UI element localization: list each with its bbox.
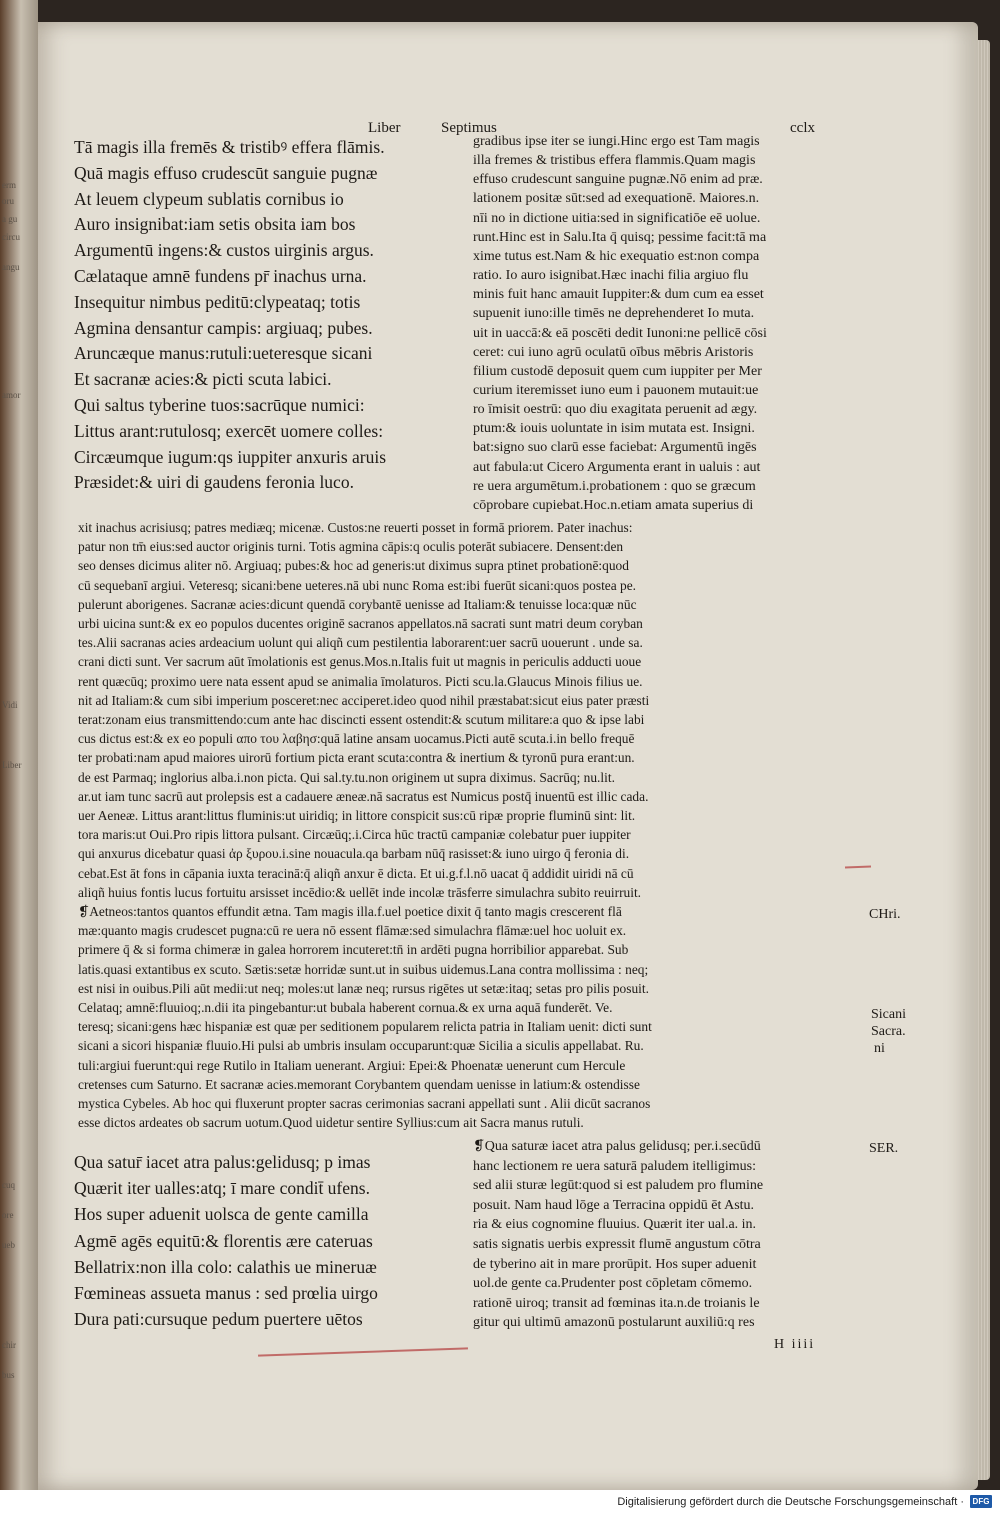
commentary-line: hanc lectionem re uera saturā paludem itelligimus:: [473, 1158, 757, 1174]
commentary-line: cōprobare cupiebat.Hoc.n.etiam amata superius di: [473, 497, 754, 513]
margin-note-sicani: Sicani: [871, 1007, 906, 1022]
verse-line: Præsidet:& uiri di gaudens feronia luco.: [74, 472, 354, 493]
verse-line: Bellatrix:non illa colo: calathis ue mineruæ: [74, 1256, 377, 1277]
footer-credit: Digitalisierung gefördert durch die Deutsche Forschungsgemeinschaft ·: [617, 1496, 964, 1508]
verse-line: Qui saltus tyberine tuos:sacrūque numici:: [74, 395, 365, 415]
commentary-line: ria & eius cognomine fluuius. Quærit iter ual.a. in.: [473, 1217, 757, 1233]
margin-note-sacra: Sacra.: [871, 1024, 906, 1039]
header-septimus: Septimus: [441, 120, 497, 136]
margin-note-ser: SER.: [869, 1141, 899, 1156]
commentary-line: uer Aeneæ. Littus arant:littus fluminis:ut uiridiq; in littore conspicit sus:cū ripæ proprie fluminū sint: lit.: [78, 808, 636, 823]
verse-line: Quā magis effuso crudescūt sanguie pugnæ: [74, 162, 378, 183]
commentary-line: posuit. Nam haud lōge a Terracina oppidū ēt Astu.: [473, 1197, 755, 1213]
header-liber: Liber: [368, 120, 401, 136]
commentary-line: runt.Hinc est in Salu.Ita q̄ quisq; pessime facit:tā ma: [473, 229, 767, 245]
commentary-line: pulerunt aborigenes. Sacranæ acies:dicunt quendā corybantē uenisse ad Italiam:& tenuisse loca:quæ nūc: [78, 596, 637, 612]
commentary-line: rationē uiroq; transit ad fœminas ita.n.de troianis le: [473, 1295, 760, 1311]
margin-note-chri: CHri.: [869, 907, 901, 922]
commentary-line: sicani a sicori hispaniæ fluuio.Hi pulsi ab umbris insulam occuparunt:quæ Sicilia a siculis appellabat. Ru.: [78, 1038, 644, 1054]
verse-line: Insequitur nimbus peditū:clypeataq; totis: [74, 291, 361, 312]
signature-mark: H iiii: [774, 1337, 816, 1352]
commentary-line: lationem positæ sūt:sed ad exequationē. Maiores.n.: [473, 191, 760, 207]
commentary-line: xime tutus est.Nam & hic exequatio est:non compa: [473, 248, 760, 264]
commentary-line: re uera argumētum.i.probationem : quo se græcum: [473, 478, 756, 494]
commentary-line: ❡Qua saturæ iacet atra palus gelidusq; per.i.secūdū: [473, 1139, 761, 1154]
commentary-line: minis fuit hanc amauit Iuppiter:& dum cum ea esset: [473, 287, 764, 303]
commentary-line: curium iteremisset iuno eum i pauonem mutauit:ue: [473, 382, 759, 398]
commentary-line: cū sequebanī argiui. Veteresq; sicani:bene ueteres.nā ubi nunc Roma est:ibi fuerūt sicani:quos postea pe.: [78, 577, 637, 593]
commentary-line: qui anxurus dicebatur quasi ἀρ ξυρου.i.sine nouacula.qa barbam nūq̄ rasisset:& iuno uirgo q̄ feronia di.: [78, 846, 630, 862]
commentary-line: ro īmisit oestrū: quo diu exagitata peruenit ad ægy.: [473, 402, 758, 418]
commentary-line: rent quæcūq; proximo uere nata essent apud se animalia īmolaturos. Picti scu.la.Glaucus Minois filius ue.: [78, 673, 643, 689]
commentary-line: crani dicti sunt. Ver sacrum aūt īmolationis est genus.Mos.n.Italis fuit ut magnis in periculis adducti uoue: [78, 654, 642, 670]
commentary-line: terat:zonam eius transmittendo:cum ante hac discincti essent ostendit:& scutum militare:a quo & ipse labi: [78, 712, 645, 727]
commentary-line: seo denses dicimus aliter nō. Argiuaq; pubes:& hoc ad generis:ut diximus supra ptinet probationē:quod: [78, 558, 629, 574]
commentary-line: gitur qui ultimū amazonū postularunt auxiliū:q res: [473, 1315, 755, 1331]
commentary-line: ter probati:nam apud maiores uirorū fortium picta erant scuta:contra & inertium & tyronū pura erant:un.: [78, 750, 635, 766]
commentary-line: tuli:argiui fuerunt:qui rege Rutilo in Italiam uenerant. Argiui: Epei:& Phoenatæ uenerunt cum Hercule: [78, 1057, 626, 1073]
commentary-line: mystica Cybeles. Ab hoc qui fluxerunt propter sacras cerimonias sacrani appellati sunt . Alii dicūt sacranos: [78, 1096, 651, 1111]
commentary-line: cebat.Est āt fons in cāpania iuxta teracinā:q̄ aliqñ anxur ē dicta. Et ui.g.f.l.nō uacat q̄ addidit uiridi nā cū: [78, 865, 634, 881]
verse-line: Tā magis illa fremēs & tristibꝰ effera flāmis.: [74, 137, 385, 157]
commentary-line: satis signatis uerbis expressit flumē angustum cōtra: [473, 1237, 761, 1252]
commentary-line: aut fabula:ut Cicero Argumenta erant in ualuis : aut: [473, 459, 761, 475]
verse-line: Auro insignibat:iam setis obsita iam bos: [74, 214, 356, 235]
commentary-line: gradibus ipse iter se iungi.Hinc ergo est Tam magis: [473, 134, 760, 149]
commentary-line: tora maris:ut Oui.Pro ripis littora pulsant. Circæūq;.i.Circa hūc tractū campaniæ colebatur puer iuppiter: [78, 827, 631, 843]
commentary-line: ptum:& iouis uoluntate in isim mutata est. Insigni.: [473, 421, 755, 437]
commentary-line: esse dictos ardeates ob sacrum uotum.Quod uidetur sentire Syllius:cum ait Sacra manus rutuli.: [78, 1115, 584, 1131]
verse-line: Fœmineas assueta manus : sed prœlia uirgo: [74, 1283, 378, 1303]
verse-line: Littus arant:rutulosq; exercēt uomere colles:: [74, 420, 384, 441]
commentary-line: teresq; sicani:gens hæc hispaniæ est quæ per seditionem popularem relicta patria in Italiam uenit: dicti sunt: [78, 1019, 652, 1035]
commentary-line: primere q̄ & si forma chimeræ in galea horrorem incuteret:tn̄ in ardēti pugna horribilior apparebat. Sub: [78, 942, 629, 958]
commentary-line: latis.quasi extantibus ex scuto. Sætis:setæ horridæ sunt.ut in suibus uidemus.Lana contra mollissima : neq;: [78, 961, 649, 977]
verse-line: Et sacranæ acies:& picti scuta labici.: [74, 369, 332, 390]
margin-note-ni: ni: [874, 1041, 885, 1056]
verse-line: Dura pati:cursuque pedum puertere uētos: [74, 1309, 363, 1330]
commentary-line: ❡Aetneos:tantos quantos effundit ætna. Tam magis illa.f.uel poetice dixit q̄ tanto magis crescerent flā: [78, 904, 622, 919]
commentary-line: uit in uaccā:& eā poscēti dedit Iunoni:ne pellicē cōsi: [473, 325, 767, 341]
verse-line: Agmē agēs equitū:& florentis ære cateruas: [74, 1230, 373, 1251]
commentary-line: ratio. Io auro isignibat.Hæc inachi filia argiuo flu: [473, 268, 749, 283]
commentary-line: sed alii sturæ legūt:quod si est paludem pro flumine: [473, 1178, 764, 1194]
commentary-line: effuso crudescunt sanguine pugnæ.Nō enim ad præ.: [473, 172, 763, 188]
commentary-line: est nisi in ouibus.Pili aūt medii:ut neq; moles:ut lanæ neq; rursus rigētes ut setæ:itaq; setas pro pilis posuit.: [78, 980, 649, 996]
verse-line: Cælataque amnē fundens pr̄ inachus urna.: [74, 266, 367, 286]
verse-line: Argumentū ingens:& custos uirginis argus.: [74, 240, 374, 261]
commentary-line: ceret: cui iuno agrū oculatū oībus mēbris Aristoris: [473, 344, 754, 360]
commentary-line: nīi no in dictione uitia:sed in significatiōe eē uolue.: [473, 210, 761, 226]
header-folio: cclx: [790, 120, 815, 136]
commentary-line: bat:signo suo clarū esse faciebat: Argumentū ingēs: [473, 440, 757, 456]
commentary-line: de est Parmaq; inglorius alba.i.non picta. Qui sal.ty.tu.non originem ut supra diximus. Sacrūq; nu.lit.: [78, 769, 615, 785]
verse-line: Quærit iter ualles:atq; ī mare condit̄ ufens.: [74, 1178, 370, 1199]
commentary-line: cretenses cum Saturno. Et sacranæ acies.memorant Corybantem quendam uenisse in latium:& ostendisse: [78, 1076, 640, 1092]
commentary-line: aliqñ huius fontis lucus fortuitu arsisset incēdio:& uellēt inde incolæ trāsferre simulachra subito reuirruit.: [78, 884, 642, 900]
commentary-line: mæ:quanto magis crudescet pugna:cū re uera nō essent flāmæ:sed simulachra flāmæ:uel hoc uoluit ex.: [78, 923, 627, 939]
verse-line: Hos super aduenit uolsca de gente camilla: [74, 1204, 369, 1225]
commentary-line: illa fremes & tristibus effera flammis.Quam magis: [473, 153, 756, 169]
commentary-line: uol.de gente ca.Prudenter post cōpletam cōmemo.: [473, 1276, 753, 1292]
verse-line: Aruncæque manus:rutuli:ueteresque sicani: [74, 343, 373, 364]
commentary-line: nit ad Italiam:& cum sibi imperium posceret:nec acciperet.ideo quod nihil præstabat:sicut eius pater præsti: [78, 692, 650, 708]
commentary-line: tes.Alii sacranas acies ardeacium uolunt qui aliqñ cum pestilentia laborarent:uer sacrū uouerunt . unde sa.: [78, 635, 643, 651]
verse-line: At leuem clypeum sublatis cornibus io: [74, 188, 344, 209]
footer-bar: [0, 1490, 1000, 1514]
commentary-line: supuenit iuno:ille timēs ne deprehenderet Io muta.: [473, 306, 755, 322]
left-page-edge: erm oru a gu circu angu amor Vidi Liber cuq ore ueb chir bus: [0, 0, 38, 1490]
dfg-logo: DFG: [970, 1495, 992, 1508]
commentary-line: xit inachus acrisiusq; patres mediæq; micenæ. Custos:ne reuerti posset in formā priorem. Pater inachus:: [78, 520, 633, 535]
verse-line: Circæumque iugum:qs iuppiter anxuris aruis: [74, 446, 387, 467]
commentary-line: cus dictus est:& ex eo populi απο του λαβησ:quā latine ansam uocamus.Picti autē scuta.i.in bello frequē: [78, 731, 635, 747]
commentary-line: patur non tm̄ eius:sed auctor originis turni. Totis agmina cāpis:q oculis poterāt subiacere. Densent:den: [78, 539, 624, 555]
commentary-line: urbi uicina sunt:& ex eo populos ducentes originē sacranos appellatos.nā sacrati sunt matri deum coryban: [78, 616, 643, 631]
commentary-line: de tyberino ait in mare prorūpit. Hos super aduenit: [473, 1256, 757, 1272]
commentary-line: Celataq; amnē:fluuioq;.n.dii ita pingebantur:ut bubala haberent cornua.& ex urna aquā funderēt. Ve.: [78, 1000, 613, 1015]
commentary-line: filium custodē deposuit quem cum iuppiter per Mer: [473, 363, 762, 379]
verse-line: Agmina densantur campis: argiuaq; pubes.: [74, 317, 373, 338]
commentary-line: ar.ut iam tunc sacrū aut prolepsis est a cadauere æneæ.nā sacratus est Numicus postq̄ inuentū est illic cada.: [78, 788, 649, 804]
verse-line: Qua satur̄ iacet atra palus:gelidusq; p imas: [74, 1152, 371, 1172]
